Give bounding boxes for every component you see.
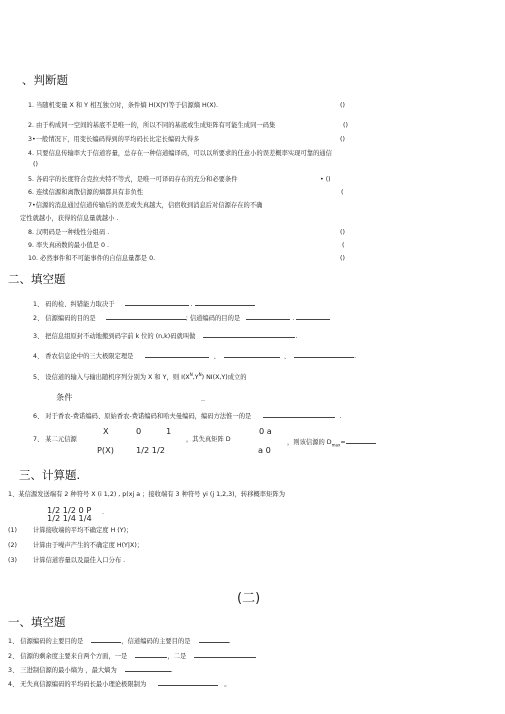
answer-blank [224,351,280,358]
dmax-equals: = [340,439,346,446]
source-probabilities: 1/2 1/2 [136,445,165,455]
answer-blank [296,313,330,320]
judgment-mark-1: () [340,102,345,109]
fill-item-5-text: 5、 设信道的输入与输出随机序列分别为 X 和 Y，则 I(X [33,374,190,382]
fill-item-1: 1、 码的检、纠错能力取决于 . [33,299,255,308]
part-two-item-3-text: 3、 三进制信源的最小熵为 ，最大熵为 [8,667,117,674]
section-heading-calc: 三、计算题. [19,468,81,482]
judgment-mark-4: () [33,161,38,168]
fill-item-7-text: 7、 某二元信源 [33,436,77,443]
answer-blank [158,679,218,686]
judgment-item-2: 2. 由于构成同一空间的基底不是唯一的，所以不同的基底或生成矩阵有可能生成同一码集 [28,122,276,129]
fill-item-2-text: 2、 信源编码的目的是 [33,315,96,322]
part-two-item-2 [8,651,256,660]
part-two-item-2-text: 2、 信源的剩余度主要来自两个方面，一是 [8,653,128,660]
dmax-text: ，则该信源的 D [287,439,332,446]
answer-blank [125,665,171,672]
source-p-label: P(X) [97,445,114,455]
calc-sub-3: 计算信道容量以及最佳入口分布 . [33,557,126,564]
fill-item-5 [33,373,247,381]
fill-item-6: 6、 对于香农-费诺编码、原始香农-费诺编码和哈夫曼编码，编码方法惟一的是 . [33,413,342,420]
ellipsis-mark: .. [201,396,206,403]
source-symbol-0: 0 [136,426,142,436]
fill-item-4: 4、 香农信息论中的三大极限定理是 、 、 . [33,353,357,360]
judgment-item-7: 7•信源的消息通过信道传输后的误差或失真越大，信宿收到消息后对信源存在的不确 [28,202,263,209]
part-two-title: (二) [237,591,261,606]
section-heading-judgment: 、判断题 [22,73,68,87]
distortion-row-2: a 0 [258,445,271,455]
judgment-item-1: 1. 当随机变量 X 和 Y 相互独立时，条件熵 H(X|Y)等于信源熵 H(X). [28,102,219,109]
fill-item-7-dmax [287,437,376,447]
answer-blank [199,636,229,643]
judgment-mark-10: () [340,255,345,262]
calc-sub-1: 计算接收端的平均不确定度 H (Y)； [33,527,133,534]
answer-blank [125,299,189,306]
answer-blank [106,313,186,320]
judgment-item-10: 10. 必然事件和不可能事件的自信息量都是 0. [28,255,156,262]
source-symbol-1: 1 [166,426,172,436]
judgment-item-7-cont: 定性就越小，获得的信息量就越小 . [20,215,119,222]
section-heading-fill: 二、填空题 [8,272,66,286]
judgment-mark-2: () [343,122,348,129]
answer-blank [145,351,209,358]
calc-intro: 1、某信源发送端有 2 种符号 X (i 1,2) , p(xj a ；接收端有 3 种符号 yi (j 1,2,3)，转移概率矩阵为 [8,491,285,498]
superscript: N [189,372,193,377]
part-two-item-1-text-b: ，信道编码的主要目的是 [121,638,191,645]
judgment-mark-8: () [340,229,345,236]
fill-item-3: 3、 把信息组原封不动地搬到码字前 k 位的 (n,k)码就叫做 . [33,333,298,340]
part-two-item-4-text: 4、 无失真信源编码的平均码长最小理论极限制为 [8,681,147,688]
fill-item-5-tail: ) NI(X,Y)成立的 [201,374,247,382]
answer-blank [203,331,295,338]
dmax-subscript: max [331,442,341,448]
fill-item-2: 2、 信源编码的目的是 ; 信道编码的目的是 . [33,313,330,322]
part-two-item-1: 1、 信源编码的主要目的是 ，信道编码的主要目的是 . [8,638,231,645]
fill-item-2-text-b: ; 信道编码的目的是 [185,315,241,322]
calc-sub-2: 计算由于噪声产生的不确定度 H(Y|X)； [33,542,144,549]
answer-blank [294,351,354,358]
transition-matrix-row-1: 1/2 1/2 0 P [47,505,92,515]
judgment-mark-5: • () [320,176,331,183]
judgment-item-9: 9. 率失真函数的最小值是 0 . [28,242,109,249]
calc-sub-number: (2) [8,542,17,549]
fill-item-1-text: 1、 码的检、纠错能力取决于 [33,301,115,308]
calc-sub-number: (3) [8,557,17,564]
fill-item-5-mid: ,Y [192,374,199,382]
answer-blank [91,636,121,643]
judgment-mark-9: ( [342,242,345,249]
distortion-row-1: 0 a [259,426,272,436]
answer-blank [263,411,335,418]
answer-blank [194,651,256,658]
judgment-mark-6: ( [341,189,344,196]
judgment-item-8: 8. 汉明码是一种线性分组码 . [28,229,110,236]
judgment-mark-3: () [340,136,345,143]
judgment-item-3: 3•一般情况下，用变长编码得到的平均码长比定长编码大得多 [28,136,200,143]
fill-item-7-matrix-text: ，其失真矩阵 D [186,436,231,443]
part-two-heading: 一、填空题 [8,615,66,629]
part-two-item-4: 4、 无失真信源编码的平均码长最小理论极限制为 。 [8,681,231,688]
fill-item-3-text: 3、 把信息组原封不动地搬到码字前 k 位的 (n,k)码就叫做 [33,333,196,340]
judgment-item-6: 6. 连续信源和离散信源的熵都具有非负性 [28,189,144,196]
part-two-item-1-text: 1、 信源编码的主要目的是 [8,638,84,645]
calc-sub-number: (1) [8,527,17,534]
answer-blank [246,313,290,320]
answer-blank [346,437,376,444]
calc-dot: . [102,509,105,516]
fill-item-6-text: 6、 对于香农-费诺编码、原始香农-费诺编码和哈夫曼编码，编码方法惟一的是 [33,413,252,420]
judgment-item-4: 4. 只要信息传输率大于信道容量，总存在一种信道编译码，可以以所要求的任意小的误差概率实现可靠的通信 [28,150,332,157]
fill-item-4-text: 4、 香农信息论中的三大极限定理是 [33,353,134,360]
superscript: N [198,372,202,377]
transition-matrix-row-2: 1/2 1/4 1/4 [47,513,92,523]
answer-blank [135,651,167,658]
judgment-item-5: 5. 各码字的长度符合克拉夫特不等式，是唯一可译码存在的充分和必要条件 [28,176,238,183]
source-x-label: X [103,426,109,436]
fill-item-5-condition: 条件 [56,392,73,402]
part-two-item-2-text-b: ，二是 [167,653,187,660]
part-two-item-3: 3、 三进制信源的最小熵为 ，最大熵为 . [8,667,173,674]
answer-blank [195,299,255,306]
